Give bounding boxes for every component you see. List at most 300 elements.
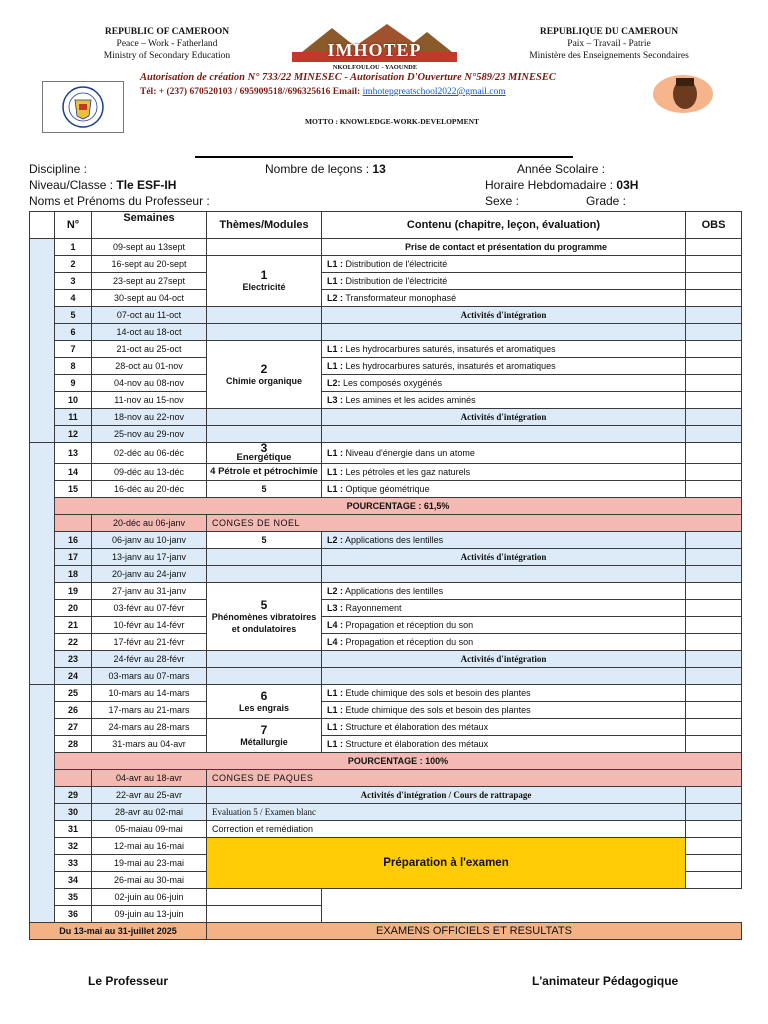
motto-fr: Paix – Travail - Patrie (567, 39, 651, 49)
row-content (322, 324, 686, 341)
row-obs (686, 668, 742, 685)
row-content: Correction et remédiation (207, 821, 686, 838)
table-row (30, 583, 742, 600)
row-obs (686, 256, 742, 273)
theme-line: Phénomènes vibratoires et ondulatoires (211, 611, 317, 634)
final-label: EXAMENS OFFICIELS ET RESULTATS (207, 923, 742, 940)
row-weeks: 09-déc au 13-déc (92, 464, 207, 481)
row-content (322, 617, 686, 634)
lesson-title: Propagation et réception du son (343, 637, 474, 647)
program-table (29, 211, 742, 940)
row-weeks: 18-nov au 22-nov (92, 409, 207, 426)
row-content (322, 668, 686, 685)
row-number: 29 (55, 787, 92, 804)
authorization-line: Autorisation de création N° 733/22 MINESEC - Autorisation D'Ouverture N°589/23 MINESEC (140, 72, 556, 83)
table-row (30, 256, 742, 273)
row-number: 14 (55, 464, 92, 481)
row-weeks: 28-oct au 01-nov (92, 358, 207, 375)
theme-cell (207, 409, 322, 426)
lesson-title: Les amines et les acides aminés (343, 395, 476, 405)
row-obs (686, 838, 742, 855)
table-row (30, 481, 742, 498)
row-obs (686, 341, 742, 358)
theme-cell (207, 668, 322, 685)
row-weeks: 10-févr au 14-févr (92, 617, 207, 634)
row-content (322, 464, 686, 481)
table-row (30, 341, 742, 358)
school-year: Année Scolaire : (517, 162, 606, 176)
table-row (30, 566, 742, 583)
row-weeks: 23-sept au 27sept (92, 273, 207, 290)
row-weeks: 24-mars au 28-mars (92, 719, 207, 736)
row-number: 10 (55, 392, 92, 409)
row-weeks: 07-oct au 11-oct (92, 307, 207, 324)
email-link[interactable]: imhotepgreatschool2022@gmail.com (362, 87, 506, 97)
lesson-title: Niveau d'énergie dans un atome (343, 448, 475, 458)
theme-line: 6 (260, 688, 268, 703)
theme-cell (207, 256, 322, 307)
table-row (30, 617, 742, 634)
row-content (322, 375, 686, 392)
lessons-value: 13 (372, 162, 386, 176)
row-obs (686, 273, 742, 290)
row-content (322, 532, 686, 549)
theme-line: 3 (260, 442, 268, 455)
percentage-row (30, 753, 742, 770)
header-right (516, 26, 702, 62)
row-obs (686, 787, 742, 804)
row-weeks: 27-janv au 31-janv (92, 583, 207, 600)
header-themes: Thèmes/Modules (207, 212, 322, 239)
row-content (322, 702, 686, 719)
row-obs (686, 634, 742, 651)
row-obs (686, 651, 742, 668)
row-obs (686, 872, 742, 889)
row-weeks: 19-mai au 23-mai (92, 855, 207, 872)
row-content (322, 290, 686, 307)
row-obs (686, 736, 742, 753)
seal-icon (43, 82, 123, 132)
row-number: 19 (55, 583, 92, 600)
row-weeks: 16-sept au 20-sept (92, 256, 207, 273)
lesson-code: L4 : (327, 637, 344, 647)
lesson-code: L1 : (327, 361, 344, 371)
theme-line: Energétique (236, 452, 292, 463)
theme-cell (207, 239, 322, 256)
row-number (55, 770, 92, 787)
row-obs (686, 481, 742, 498)
row-weeks: 13-janv au 17-janv (92, 549, 207, 566)
table-row (30, 392, 742, 409)
header-content: Contenu (chapitre, leçon, évaluation) (322, 212, 686, 239)
lesson-code: L3 : (327, 395, 344, 405)
pharaoh-icon (652, 74, 714, 114)
row-content: Activités d'intégration (322, 549, 686, 566)
header-number: N° (55, 212, 92, 239)
trimester-2 (30, 443, 55, 685)
row-weeks: 06-janv au 10-janv (92, 532, 207, 549)
lesson-code: L1 : (327, 344, 344, 354)
theme-cell (207, 651, 322, 668)
table-row (30, 736, 742, 753)
theme-cell (207, 583, 322, 651)
row-number: 32 (55, 838, 92, 855)
row-number: 31 (55, 821, 92, 838)
row-weeks: 09-juin au 13-juin (92, 906, 207, 923)
row-number: 15 (55, 481, 92, 498)
table-row (30, 685, 742, 702)
row-content: Activités d'intégration / Cours de rattrapage (207, 787, 686, 804)
row-weeks: 24-févr au 28-févr (92, 651, 207, 668)
row-content (322, 392, 686, 409)
row-weeks: 17-févr au 21-févr (92, 634, 207, 651)
lesson-code: L2: (327, 378, 341, 388)
lesson-title: Etude chimique des sols et besoin des plantes (343, 705, 531, 715)
lesson-title: Les hydrocarbures saturés, insaturés et aromatiques (343, 344, 556, 354)
school-logo (292, 22, 457, 66)
theme-cell (207, 307, 322, 324)
table-row (30, 409, 742, 426)
row-number: 27 (55, 719, 92, 736)
row-weeks: 22-avr au 25-avr (92, 787, 207, 804)
lesson-code: L2 : (327, 535, 344, 545)
row-number: 3 (55, 273, 92, 290)
row-content: Prise de contact et présentation du programme (322, 239, 686, 256)
table-row (30, 375, 742, 392)
table-row (30, 532, 742, 549)
table-row (30, 838, 742, 855)
table-row (30, 668, 742, 685)
row-number: 23 (55, 651, 92, 668)
table-row (30, 702, 742, 719)
theme-cell (207, 685, 322, 719)
trimester-3 (30, 685, 55, 923)
lesson-title: Structure et élaboration des métaux (343, 739, 489, 749)
row-obs (686, 804, 742, 821)
row-number: 1 (55, 239, 92, 256)
row-obs (686, 532, 742, 549)
country-en: REPUBLIC OF CAMEROON (104, 27, 230, 37)
lesson-code: L1 : (327, 705, 344, 715)
row-number (55, 515, 92, 532)
lesson-title: Propagation et réception du son (343, 620, 474, 630)
row-weeks: 20-janv au 24-janv (92, 566, 207, 583)
lesson-title: Rayonnement (343, 603, 402, 613)
row-obs (686, 702, 742, 719)
lesson-code: L1 : (327, 276, 344, 286)
row-obs (686, 617, 742, 634)
school-location: NKOLFOULOU - YAOUNDE (332, 64, 418, 71)
row-number: 26 (55, 702, 92, 719)
row-obs (686, 239, 742, 256)
row-number: 5 (55, 307, 92, 324)
row-obs (686, 426, 742, 443)
theme-cell (207, 549, 322, 566)
teacher-name: Noms et Prénoms du Professeur : (29, 194, 210, 208)
table-row (30, 358, 742, 375)
lesson-code: L4 : (327, 620, 344, 630)
percentage-value: POURCENTAGE : 100% (55, 753, 742, 770)
table-row (30, 515, 742, 532)
header-divider (195, 156, 573, 158)
row-content (322, 719, 686, 736)
row-weeks: 03-févr au 07-févr (92, 600, 207, 617)
pharaoh-avatar (652, 74, 714, 114)
holiday-label: CONGES DE PAQUES (207, 770, 742, 787)
class-label: Niveau/Classe : (29, 178, 117, 192)
row-number: 13 (55, 443, 92, 464)
row-number: 11 (55, 409, 92, 426)
table-row (30, 770, 742, 787)
row-number: 8 (55, 358, 92, 375)
table-row (30, 906, 742, 923)
class-value: Tle ESF-IH (116, 178, 177, 192)
row-weeks: 09-sept au 13sept (92, 239, 207, 256)
header-weeks: Semaines (92, 212, 207, 239)
row-obs (207, 906, 322, 923)
teacher-grade: Grade : (586, 194, 627, 208)
lesson-title: Les composés oxygénés (340, 378, 443, 388)
row-content: Activités d'intégration (322, 409, 686, 426)
final-period: Du 13-mai au 31-juillet 2025 (30, 923, 207, 940)
row-content (322, 443, 686, 464)
theme-line: 1 (260, 268, 268, 282)
row-number: 17 (55, 549, 92, 566)
ministry-en: Ministry of Secondary Education (103, 51, 231, 61)
table-row (30, 426, 742, 443)
row-number: 22 (55, 634, 92, 651)
row-number: 12 (55, 426, 92, 443)
header-left (92, 26, 242, 62)
table-row (30, 464, 742, 481)
row-obs (686, 464, 742, 481)
row-obs (686, 443, 742, 464)
trimester-1 (30, 239, 55, 443)
lessons-label: Nombre de leçons : (265, 162, 373, 176)
row-weeks: 02-déc au 06-déc (92, 443, 207, 464)
discipline-label: Discipline : (29, 162, 88, 176)
lesson-title: Distribution de l'électricité (343, 276, 448, 286)
row-weeks: 03-mars au 07-mars (92, 668, 207, 685)
row-number: 21 (55, 617, 92, 634)
table-row (30, 889, 742, 906)
percentage-row (30, 498, 742, 515)
contact-line (140, 87, 660, 97)
country-fr: REPUBLIQUE DU CAMEROUN (539, 27, 679, 37)
row-weeks: 02-juin au 06-juin (92, 889, 207, 906)
theme-cell (207, 443, 322, 464)
theme-line: Chimie organique (225, 375, 302, 386)
theme-line: Métallurgie (240, 736, 288, 747)
row-content (322, 358, 686, 375)
row-weeks: 21-oct au 25-oct (92, 341, 207, 358)
row-weeks: 10-mars au 14-mars (92, 685, 207, 702)
row-weeks: 12-mai au 16-mai (92, 838, 207, 855)
row-obs (686, 290, 742, 307)
school-brand: IMHOTEP (327, 40, 422, 60)
lesson-code: L3 : (327, 603, 344, 613)
table-header (30, 212, 742, 239)
row-content: Evaluation 5 / Examen blanc (207, 804, 686, 821)
row-number: 9 (55, 375, 92, 392)
table-row (30, 549, 742, 566)
theme-cell: 5 (207, 481, 322, 498)
theme-cell: 4 Pétrole et pétrochimie (207, 464, 322, 481)
row-weeks: 17-mars au 21-mars (92, 702, 207, 719)
row-number: 7 (55, 341, 92, 358)
hours-value: 03H (616, 178, 639, 192)
table-row (30, 719, 742, 736)
row-obs (686, 549, 742, 566)
motto-en: Peace – Work - Fatherland (116, 39, 218, 49)
lesson-title: Les hydrocarbures saturés, insaturés et aromatiques (343, 361, 556, 371)
theme-cell (207, 566, 322, 583)
table-row (30, 290, 742, 307)
percentage-value: POURCENTAGE : 61,5% (55, 498, 742, 515)
row-content (322, 341, 686, 358)
theme-cell (207, 426, 322, 443)
signature-supervisor: L'animateur Pédagogique (532, 974, 679, 988)
lesson-code: L1 : (327, 484, 344, 494)
header-obs: OBS (686, 212, 742, 239)
lesson-code: L1 : (327, 467, 344, 477)
row-weeks: 16-déc au 20-déc (92, 481, 207, 498)
lesson-code: L2 : (327, 293, 344, 303)
row-weeks: 30-sept au 04-oct (92, 290, 207, 307)
row-obs (686, 685, 742, 702)
theme-line: Les engrais (238, 702, 290, 713)
row-number: 24 (55, 668, 92, 685)
row-number: 18 (55, 566, 92, 583)
row-number: 6 (55, 324, 92, 341)
row-obs (686, 375, 742, 392)
ministry-fr: Ministère des Enseignements Secondaires (529, 51, 689, 61)
row-weeks: 28-avr au 02-mai (92, 804, 207, 821)
theme-cell: 5 (207, 532, 322, 549)
lesson-title: Etude chimique des sols et besoin des plantes (343, 688, 531, 698)
lesson-code: L1 : (327, 688, 344, 698)
header-trimester (30, 212, 55, 239)
row-obs (686, 307, 742, 324)
lesson-code: L1 : (327, 259, 344, 269)
row-obs (686, 324, 742, 341)
lessons-count (265, 162, 386, 176)
lesson-title: Optique géométrique (343, 484, 430, 494)
table-row (30, 443, 742, 464)
final-row (30, 923, 742, 940)
class-level (29, 178, 176, 192)
theme-cell (207, 324, 322, 341)
row-number: 4 (55, 290, 92, 307)
lesson-title: Structure et élaboration des métaux (343, 722, 489, 732)
row-obs (686, 600, 742, 617)
theme-line: 7 (260, 722, 268, 737)
row-obs (686, 358, 742, 375)
school-seal (42, 81, 124, 133)
row-obs (686, 821, 742, 838)
lesson-code: L1 : (327, 739, 344, 749)
row-obs (686, 719, 742, 736)
table-row (30, 273, 742, 290)
row-weeks: 20-déc au 06-janv (92, 515, 207, 532)
theme-cell (207, 341, 322, 409)
row-content (322, 256, 686, 273)
row-weeks: 04-nov au 08-nov (92, 375, 207, 392)
row-weeks: 26-mai au 30-mai (92, 872, 207, 889)
row-number: 20 (55, 600, 92, 617)
row-content (322, 736, 686, 753)
phone-text: Tél: + (237) 670520103 / 695909518//696325616 Email: (140, 87, 363, 97)
row-obs (686, 855, 742, 872)
table-row (30, 307, 742, 324)
row-content (322, 600, 686, 617)
row-obs (686, 583, 742, 600)
row-weeks: 14-oct au 18-oct (92, 324, 207, 341)
table-row (30, 634, 742, 651)
table-row (30, 787, 742, 804)
row-content (322, 273, 686, 290)
row-content (322, 634, 686, 651)
row-weeks: 31-mars au 04-avr (92, 736, 207, 753)
lesson-title: Distribution de l'électricité (343, 259, 448, 269)
row-number: 30 (55, 804, 92, 821)
row-obs (207, 889, 322, 906)
row-obs (686, 392, 742, 409)
table-row (30, 804, 742, 821)
lesson-title: Transformateur monophasé (343, 293, 457, 303)
theme-line: 2 (260, 361, 268, 376)
table-row (30, 324, 742, 341)
row-content (322, 583, 686, 600)
row-number: 35 (55, 889, 92, 906)
row-content (322, 685, 686, 702)
row-number: 36 (55, 906, 92, 923)
row-weeks: 05-maiau 09-mai (92, 821, 207, 838)
program-body (30, 212, 742, 940)
theme-cell (207, 719, 322, 753)
row-number: 28 (55, 736, 92, 753)
row-obs (686, 566, 742, 583)
row-number: 33 (55, 855, 92, 872)
lesson-title: Les pétroles et les gaz naturels (343, 467, 471, 477)
row-content (322, 426, 686, 443)
row-content: Activités d'intégration (322, 307, 686, 324)
row-weeks: 04-avr au 18-avr (92, 770, 207, 787)
lesson-code: L1 : (327, 722, 344, 732)
official-exams: Préparation à l'examen (207, 838, 686, 889)
row-content (322, 566, 686, 583)
lesson-title: Applications des lentilles (343, 586, 444, 596)
row-content (322, 481, 686, 498)
lesson-title: Applications des lentilles (343, 535, 444, 545)
table-row (30, 651, 742, 668)
hours-label: Horaire Hebdomadaire : (485, 178, 617, 192)
signature-teacher: Le Professeur (88, 974, 169, 988)
row-weeks: 25-nov au 29-nov (92, 426, 207, 443)
row-obs (686, 409, 742, 426)
row-number: 25 (55, 685, 92, 702)
row-number: 2 (55, 256, 92, 273)
school-motto: MOTTO : KNOWLEDGE-WORK-DEVELOPMENT (304, 117, 480, 126)
row-number: 16 (55, 532, 92, 549)
table-row (30, 821, 742, 838)
table-row (30, 600, 742, 617)
weekly-hours (485, 178, 638, 192)
row-content: Activités d'intégration (322, 651, 686, 668)
theme-line: 5 (260, 597, 268, 612)
row-number: 34 (55, 872, 92, 889)
table-row (30, 239, 742, 256)
